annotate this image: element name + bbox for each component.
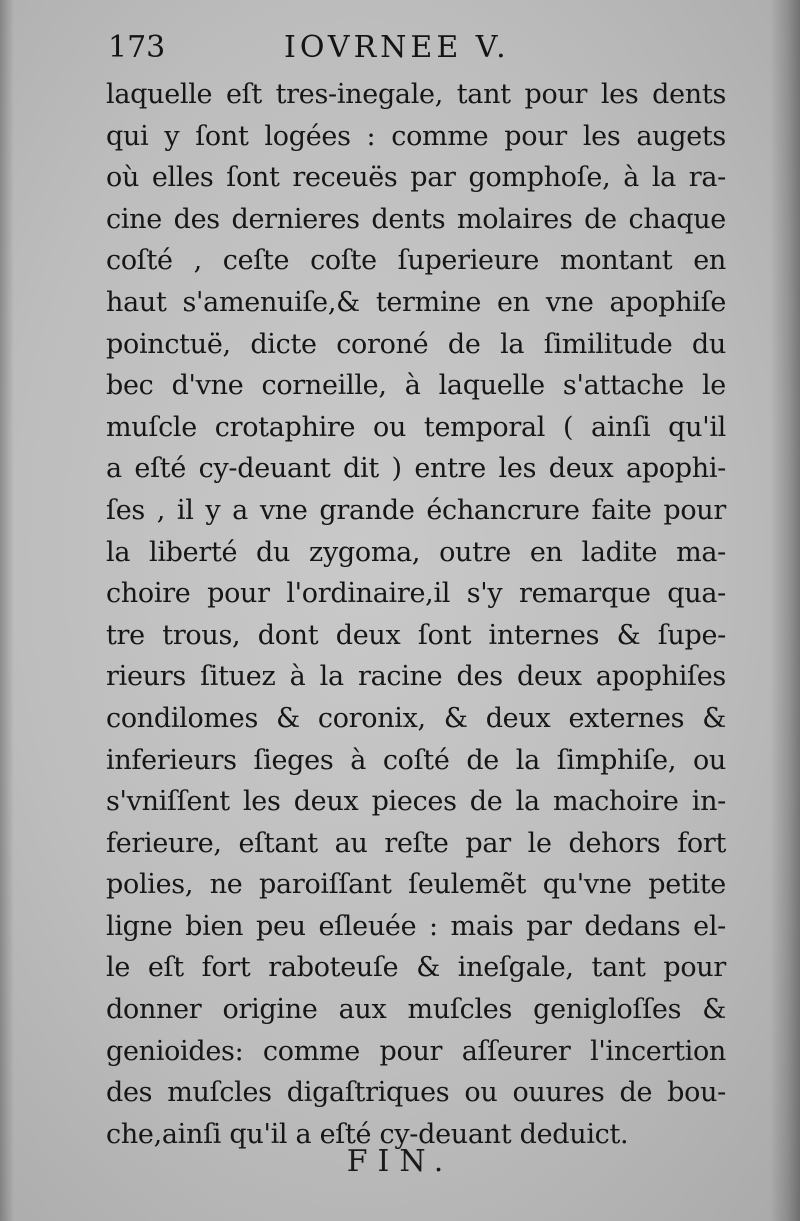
text-line: rieurs ſituez à la racine des deux apophiſes bbox=[106, 661, 726, 693]
page-gutter-shadow bbox=[770, 0, 800, 1221]
text-line: cine des dernieres dents molaires de chaque bbox=[106, 203, 726, 235]
text-line: le eſt fort raboteuſe & ineſgale, tant pour bbox=[106, 952, 726, 984]
running-head-title: IOVRNEE V. bbox=[284, 30, 510, 65]
text-line: tre trous, dont deux ſont internes & ſupe- bbox=[106, 619, 726, 651]
text-line: haut s'amenuiſe,& termine en vne apophiſe bbox=[106, 286, 726, 318]
text-line: coſté , ceſte coſte ſuperieure montant en bbox=[106, 245, 726, 277]
running-head bbox=[108, 26, 728, 70]
text-line: a eſté cy-deuant dit ) entre les deux apophi- bbox=[106, 453, 726, 485]
text-line: s'vniſſent les deux pieces de la machoire in- bbox=[106, 786, 726, 818]
text-line: qui y ſont logées : comme pour les augets bbox=[106, 120, 726, 152]
text-line: muſcle crotaphire ou temporal ( ainſi qu'il bbox=[106, 411, 726, 443]
text-line: des muſcles digaſtriques ou ouures de bou- bbox=[106, 1077, 726, 1109]
end-mark: FIN. bbox=[346, 1144, 454, 1179]
text-line: la liberté du zygoma, outre en ladite ma- bbox=[106, 536, 726, 568]
text-line: poinctuë, dicte coroné de la ſimilitude du bbox=[106, 328, 726, 360]
text-line: condilomes & coronix, & deux externes & bbox=[106, 702, 726, 734]
text-line: bec d'vne corneille, à laquelle s'attache le bbox=[106, 370, 726, 402]
text-line: ſes , il y a vne grande échancrure faite pour bbox=[106, 494, 726, 526]
text-line: genioides: comme pour aſſeurer l'incertion bbox=[106, 1035, 726, 1067]
text-line: polies, ne paroiſſant ſeulemẽt qu'vne petite bbox=[106, 869, 726, 901]
page-left-shadow bbox=[0, 0, 14, 1221]
text-line: inferieurs ſieges à coſté de la ſimphiſe, ou bbox=[106, 744, 726, 776]
text-line-last: che,ainſi qu'il a eſté cy-deuant deduict. bbox=[106, 1118, 629, 1150]
text-line: ferieure, eſtant au reſte par le dehors fort bbox=[106, 827, 726, 859]
text-line: donner origine aux muſcles genigloſſes & bbox=[106, 994, 726, 1026]
text-line: ligne bien peu eſleuée : mais par dedans el- bbox=[106, 910, 726, 942]
text-line: laquelle eſt tres-inegale, tant pour les dents bbox=[106, 79, 726, 110]
text-line: choire pour l'ordinaire,il s'y remarque qua- bbox=[106, 578, 726, 610]
text-line: où elles ſont receuës par gomphoſe, à la ra- bbox=[106, 162, 726, 194]
body-text bbox=[106, 74, 726, 1155]
page-number: 173 bbox=[108, 30, 166, 65]
